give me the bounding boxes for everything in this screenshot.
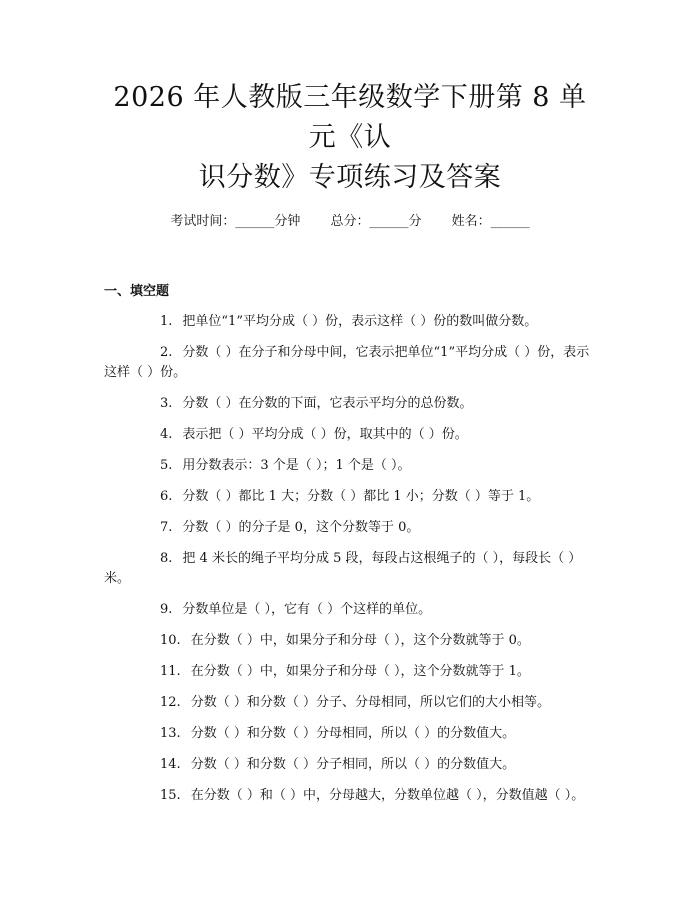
question-item xyxy=(104,549,596,589)
question-text: 分数（ ）和分数（ ）分母相同，所以（ ）的分数值大。 xyxy=(190,726,516,741)
question-number: 9. xyxy=(160,602,173,617)
question-text: 分数（ ）在分子和分母中间，它表示把单位“1”平均分成（ ）份，表示这样（ ）份。 xyxy=(104,345,590,380)
question-number: 2. xyxy=(160,345,173,360)
question-item xyxy=(104,755,596,775)
question-text: 在分数（ ）和（ ）中，分母越大，分数单位越（ ），分数值越（ ）。 xyxy=(190,788,585,803)
section-title: 一、填空题 xyxy=(104,284,170,299)
question-number: 13. xyxy=(160,726,181,741)
question-number: 10. xyxy=(160,633,181,648)
question-text: 分数（ ）的分子是 0，这个分数等于 0。 xyxy=(182,520,420,535)
question-item xyxy=(104,631,596,651)
exam-score: 总分：______分 xyxy=(330,214,422,229)
question-item xyxy=(104,724,596,744)
question-item xyxy=(104,693,596,713)
question-item xyxy=(104,425,596,445)
question-text: 分数（ ）和分数（ ）分子、分母相同，所以它们的大小相等。 xyxy=(190,695,550,710)
question-number: 14. xyxy=(160,757,181,772)
question-text: 表示把（ ）平均分成（ ）份，取其中的（ ）份。 xyxy=(182,427,468,442)
question-number: 6. xyxy=(160,489,173,504)
exam-info xyxy=(104,212,596,232)
question-number: 15. xyxy=(160,788,181,803)
question-item xyxy=(104,312,596,332)
question-text: 在分数（ ）中，如果分子和分母（ ），这个分数就等于 1。 xyxy=(190,664,530,679)
question-number: 3. xyxy=(160,396,173,411)
question-number: 4. xyxy=(160,427,173,442)
question-text: 把 4 米长的绳子平均分成 5 段，每段占这根绳子的（ ），每段长（ ）米。 xyxy=(104,551,582,586)
question-text: 分数（ ）在分数的下面，它表示平均分的总份数。 xyxy=(182,396,473,411)
question-item xyxy=(104,487,596,507)
title-line-2: 识分数》专项练习及答案 xyxy=(198,162,502,193)
question-text: 用分数表示：3 个是（ ）；1 个是（ ）。 xyxy=(182,458,411,473)
question-text: 在分数（ ）中，如果分子和分母（ ），这个分数就等于 0。 xyxy=(190,633,530,648)
question-list xyxy=(104,312,596,806)
question-item xyxy=(104,600,596,620)
question-number: 8. xyxy=(160,551,173,566)
question-text: 分数（ ）都比 1 大；分数（ ）都比 1 小；分数（ ）等于 1。 xyxy=(182,489,540,504)
question-number: 11. xyxy=(160,664,181,679)
question-item xyxy=(104,786,596,806)
exam-name: 姓名：______ xyxy=(451,214,530,229)
question-text: 分数（ ）和分数（ ）分子相同，所以（ ）的分数值大。 xyxy=(190,757,516,772)
question-text: 分数单位是（ ），它有（ ）个这样的单位。 xyxy=(182,602,432,617)
question-number: 12. xyxy=(160,695,181,710)
question-item xyxy=(104,394,596,414)
question-item xyxy=(104,456,596,476)
question-item xyxy=(104,518,596,538)
question-text: 把单位“1”平均分成（ ）份，表示这样（ ）份的数叫做分数。 xyxy=(182,314,538,329)
question-number: 1. xyxy=(160,314,173,329)
question-number: 5. xyxy=(160,458,173,473)
document-title xyxy=(104,78,596,198)
question-item xyxy=(104,662,596,682)
exam-time: 考试时间：______分钟 xyxy=(170,214,301,229)
question-number: 7. xyxy=(160,520,173,535)
title-line-1: 2026 年人教版三年级数学下册第 8 单元《认 xyxy=(113,82,587,153)
question-item xyxy=(104,343,596,383)
